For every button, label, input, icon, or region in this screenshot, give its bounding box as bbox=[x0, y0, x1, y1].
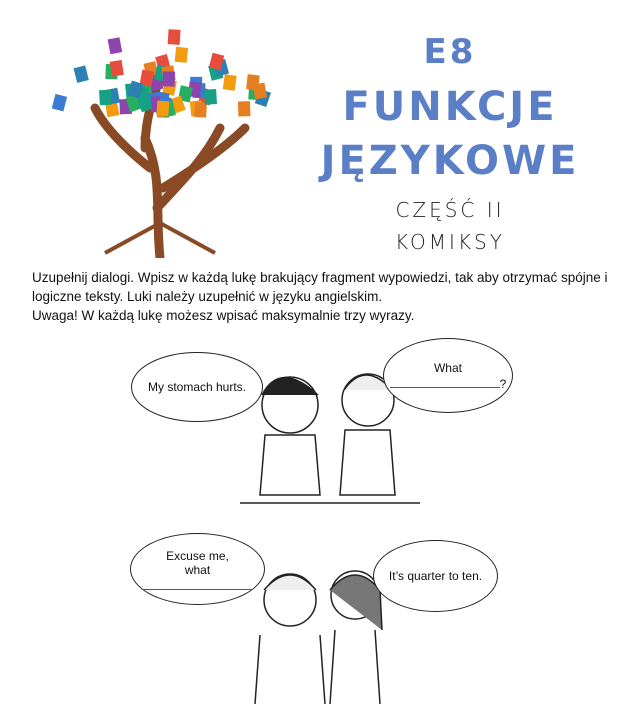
bubble-text: what bbox=[184, 562, 211, 577]
bubble-text: It’s quarter to ten. bbox=[388, 569, 483, 583]
title-jezykowe: JĘZYKOWE bbox=[320, 138, 580, 184]
book-icon bbox=[99, 90, 112, 106]
book-icon bbox=[163, 71, 175, 86]
answer-blank-2[interactable] bbox=[143, 577, 253, 590]
title-funkcje: FUNKCJE bbox=[342, 84, 558, 130]
instruction-note: Uwaga! W każdą lukę możesz wpisać maksymalnie trzy wyrazy. bbox=[32, 308, 415, 323]
book-icon bbox=[108, 37, 123, 54]
bubble-text: My stomach hurts. bbox=[147, 380, 247, 394]
book-icon bbox=[156, 101, 169, 117]
speech-bubble-left-1 bbox=[131, 352, 263, 422]
speech-bubble-right-1 bbox=[383, 338, 513, 413]
book-tree-logo bbox=[45, 8, 285, 258]
book-icon bbox=[204, 89, 217, 105]
bubble-text: Excuse me, bbox=[166, 548, 229, 563]
bubble-text: What bbox=[433, 360, 462, 375]
bubble-text: ? bbox=[499, 376, 507, 391]
book-icon bbox=[168, 29, 181, 45]
book-icon bbox=[110, 60, 124, 77]
part-label: CZĘŚĆ II bbox=[395, 198, 505, 222]
book-icon bbox=[74, 65, 89, 82]
book-icon bbox=[238, 101, 251, 116]
instructions bbox=[32, 268, 622, 325]
speech-bubble-left-2 bbox=[130, 533, 265, 605]
subtitle: KOMIKSY bbox=[395, 230, 505, 254]
title-e8: E8 bbox=[423, 32, 477, 72]
instruction-text: Uzupełnij dialogi. Wpisz w każdą lukę brakujący fragment wypowiedzi, tak aby otrzymać spójne i logiczne teksty. Luki należy uzupełnić w języku angielskim. bbox=[32, 270, 608, 304]
speech-bubble-right-2 bbox=[373, 540, 498, 612]
answer-blank-1[interactable] bbox=[390, 375, 500, 388]
book-icon bbox=[246, 74, 260, 90]
book-icon bbox=[223, 74, 237, 91]
book-icon bbox=[175, 47, 188, 63]
book-icon bbox=[52, 94, 67, 112]
